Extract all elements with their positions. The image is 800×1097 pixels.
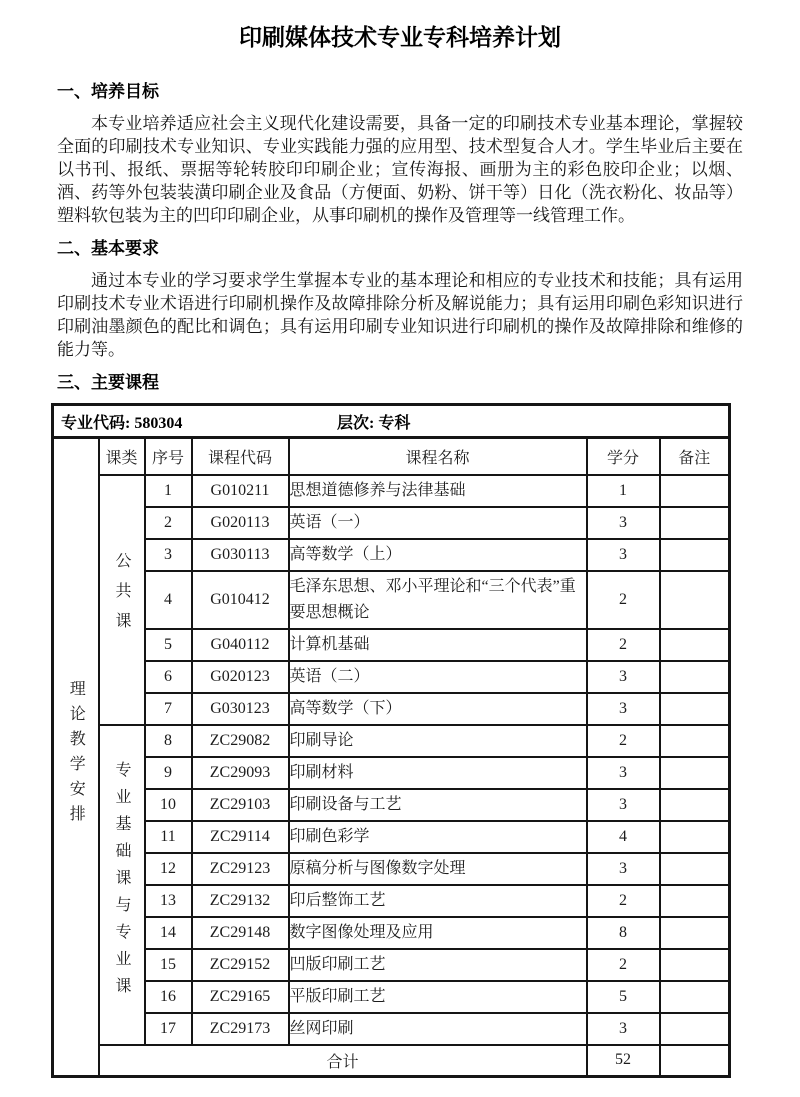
course-remark-cell (660, 757, 730, 789)
course-code-cell: ZC29152 (192, 949, 289, 981)
course-remark-cell (660, 475, 730, 507)
col-header-credits: 学分 (587, 438, 660, 475)
course-name-cell: 数字图像处理及应用 (289, 917, 587, 949)
category-major-courses-label: 专业基础课与专业课 (113, 760, 130, 1004)
col-header-remark: 备注 (660, 438, 730, 475)
course-code-cell: G020113 (192, 507, 289, 539)
course-code-cell: ZC29114 (192, 821, 289, 853)
course-remark-cell (660, 693, 730, 725)
course-name-cell: 毛泽东思想、邓小平理论和“三个代表”重要思想概论 (289, 571, 587, 629)
course-credits-cell: 3 (587, 789, 660, 821)
col-header-name: 课程名称 (289, 438, 587, 475)
course-code-cell: ZC29103 (192, 789, 289, 821)
course-remark-cell (660, 629, 730, 661)
page-title: 印刷媒体技术专业专科培养计划 (239, 24, 561, 50)
course-no-cell: 15 (145, 949, 192, 981)
table-row (53, 507, 730, 539)
table-row (53, 821, 730, 853)
course-code-cell: ZC29123 (192, 853, 289, 885)
course-no-cell: 4 (145, 571, 192, 629)
table-row (53, 917, 730, 949)
course-credits-cell: 3 (587, 539, 660, 571)
course-credits-cell: 2 (587, 725, 660, 757)
table-row (53, 661, 730, 693)
course-code-cell: G030123 (192, 693, 289, 725)
course-code-cell: G040112 (192, 629, 289, 661)
section-body-basic-requirements: 通过本专业的学习要求学生掌握本专业的基本理论和相应的专业技术和技能；具有运用印刷技术专业术语进行印刷机操作及故障排除分析及解说能力；具有运用印刷色彩知识进行印刷油墨颜色的配比和调色；具有运用印刷专业知识进行印刷机的操作及故障排除和维修的能力等。 (57, 271, 743, 359)
course-no-cell: 6 (145, 661, 192, 693)
course-credits-cell: 3 (587, 757, 660, 789)
course-credits-cell: 2 (587, 949, 660, 981)
course-code-cell: ZC29148 (192, 917, 289, 949)
course-name-cell: 印刷色彩学 (289, 821, 587, 853)
course-code-cell: G020123 (192, 661, 289, 693)
course-name-cell: 计算机基础 (289, 629, 587, 661)
course-code-cell: ZC29173 (192, 1013, 289, 1045)
course-name-cell: 高等数学（上） (289, 539, 587, 571)
course-no-cell: 12 (145, 853, 192, 885)
course-no-cell: 10 (145, 789, 192, 821)
table-row (53, 693, 730, 725)
course-credits-cell: 8 (587, 917, 660, 949)
course-credits-cell: 5 (587, 981, 660, 1013)
section-heading-training-objectives: 一、培养目标 (57, 82, 159, 101)
course-remark-cell (660, 725, 730, 757)
table-row (53, 1013, 730, 1045)
course-credits-cell: 2 (587, 571, 660, 629)
course-code-cell: ZC29165 (192, 981, 289, 1013)
course-no-cell: 5 (145, 629, 192, 661)
course-name-cell: 丝网印刷 (289, 1013, 587, 1045)
course-code-cell: G030113 (192, 539, 289, 571)
table-row (53, 789, 730, 821)
course-no-cell: 16 (145, 981, 192, 1013)
course-no-cell: 1 (145, 475, 192, 507)
course-name-cell: 思想道德修养与法律基础 (289, 475, 587, 507)
table-row (53, 629, 730, 661)
course-remark-cell (660, 981, 730, 1013)
course-remark-cell (660, 507, 730, 539)
course-name-cell: 凹版印刷工艺 (289, 949, 587, 981)
course-remark-cell (660, 789, 730, 821)
course-remark-cell (660, 1013, 730, 1045)
course-name-cell: 高等数学（下） (289, 693, 587, 725)
course-remark-cell (660, 821, 730, 853)
course-name-cell: 英语（一） (289, 507, 587, 539)
course-remark-cell (660, 949, 730, 981)
course-credits-cell: 3 (587, 661, 660, 693)
course-credits-cell: 3 (587, 1013, 660, 1045)
total-credits-cell: 52 (587, 1045, 660, 1077)
course-code-cell: ZC29082 (192, 725, 289, 757)
table-meta-row (53, 405, 730, 438)
level-label: 层次: 专科 (337, 414, 411, 432)
course-credits-cell: 2 (587, 629, 660, 661)
course-name-cell: 印刷导论 (289, 725, 587, 757)
category-public-courses-cell (99, 475, 145, 725)
table-row (53, 571, 730, 629)
table-row (53, 885, 730, 917)
section-heading-main-courses: 三、主要课程 (57, 373, 159, 392)
course-no-cell: 3 (145, 539, 192, 571)
row-group-theory-teaching-cell (53, 438, 99, 1077)
course-no-cell: 8 (145, 725, 192, 757)
table-header-row (53, 438, 730, 475)
course-no-cell: 9 (145, 757, 192, 789)
table-row (53, 949, 730, 981)
course-remark-cell (660, 885, 730, 917)
course-code-cell: ZC29093 (192, 757, 289, 789)
course-credits-cell: 3 (587, 693, 660, 725)
row-group-theory-teaching-label: 理论教学安排 (67, 679, 85, 830)
course-remark-cell (660, 539, 730, 571)
major-code-label: 专业代码: 580304 (61, 414, 183, 432)
table-row (53, 725, 730, 757)
col-header-code: 课程代码 (192, 438, 289, 475)
category-public-courses-label: 公共课 (113, 552, 130, 642)
course-name-cell: 平版印刷工艺 (289, 981, 587, 1013)
col-header-no: 序号 (145, 438, 192, 475)
course-code-cell: G010211 (192, 475, 289, 507)
course-code-cell: G010412 (192, 571, 289, 629)
course-no-cell: 13 (145, 885, 192, 917)
section-body-training-objectives: 本专业培养适应社会主义现代化建设需要，具备一定的印刷技术专业基本理论，掌握较全面的印刷技术专业知识、专业实践能力强的应用型、技术型复合人才。学生毕业后主要在以书刊、报纸、票据等轮转胶印印刷企业；宣传海报、画册为主的彩色胶印企业；以烟、酒、药等外包装装潢印刷企业及食品（方便面、奶粉、饼干等）日化（洗衣粉化、妆品等）塑料软包装为主的凹印印刷企业，从事印刷机的操作及管理等一线管理工作。 (57, 114, 743, 225)
course-name-cell: 印后整饰工艺 (289, 885, 587, 917)
course-credits-cell: 3 (587, 507, 660, 539)
course-remark-cell (660, 571, 730, 629)
course-credits-cell: 1 (587, 475, 660, 507)
section-heading-basic-requirements: 二、基本要求 (57, 239, 159, 258)
meta-cell (53, 405, 730, 438)
course-code-cell: ZC29132 (192, 885, 289, 917)
course-no-cell: 11 (145, 821, 192, 853)
course-credits-cell: 4 (587, 821, 660, 853)
table-row (53, 757, 730, 789)
table-row (53, 539, 730, 571)
course-no-cell: 14 (145, 917, 192, 949)
course-name-cell: 英语（二） (289, 661, 587, 693)
course-no-cell: 17 (145, 1013, 192, 1045)
course-name-cell: 印刷材料 (289, 757, 587, 789)
course-credits-cell: 2 (587, 885, 660, 917)
table-row (53, 475, 730, 507)
table-row (53, 981, 730, 1013)
total-remark-cell (660, 1045, 730, 1077)
course-name-cell: 印刷设备与工艺 (289, 789, 587, 821)
table-total-row (53, 1045, 730, 1077)
category-major-courses-cell (99, 725, 145, 1045)
course-no-cell: 2 (145, 507, 192, 539)
course-remark-cell (660, 853, 730, 885)
table-row (53, 853, 730, 885)
course-name-cell: 原稿分析与图像数字处理 (289, 853, 587, 885)
course-no-cell: 7 (145, 693, 192, 725)
course-table (51, 403, 731, 1078)
col-header-category: 课类 (99, 438, 145, 475)
course-remark-cell (660, 661, 730, 693)
course-remark-cell (660, 917, 730, 949)
total-label-cell: 合计 (99, 1045, 587, 1077)
course-credits-cell: 3 (587, 853, 660, 885)
